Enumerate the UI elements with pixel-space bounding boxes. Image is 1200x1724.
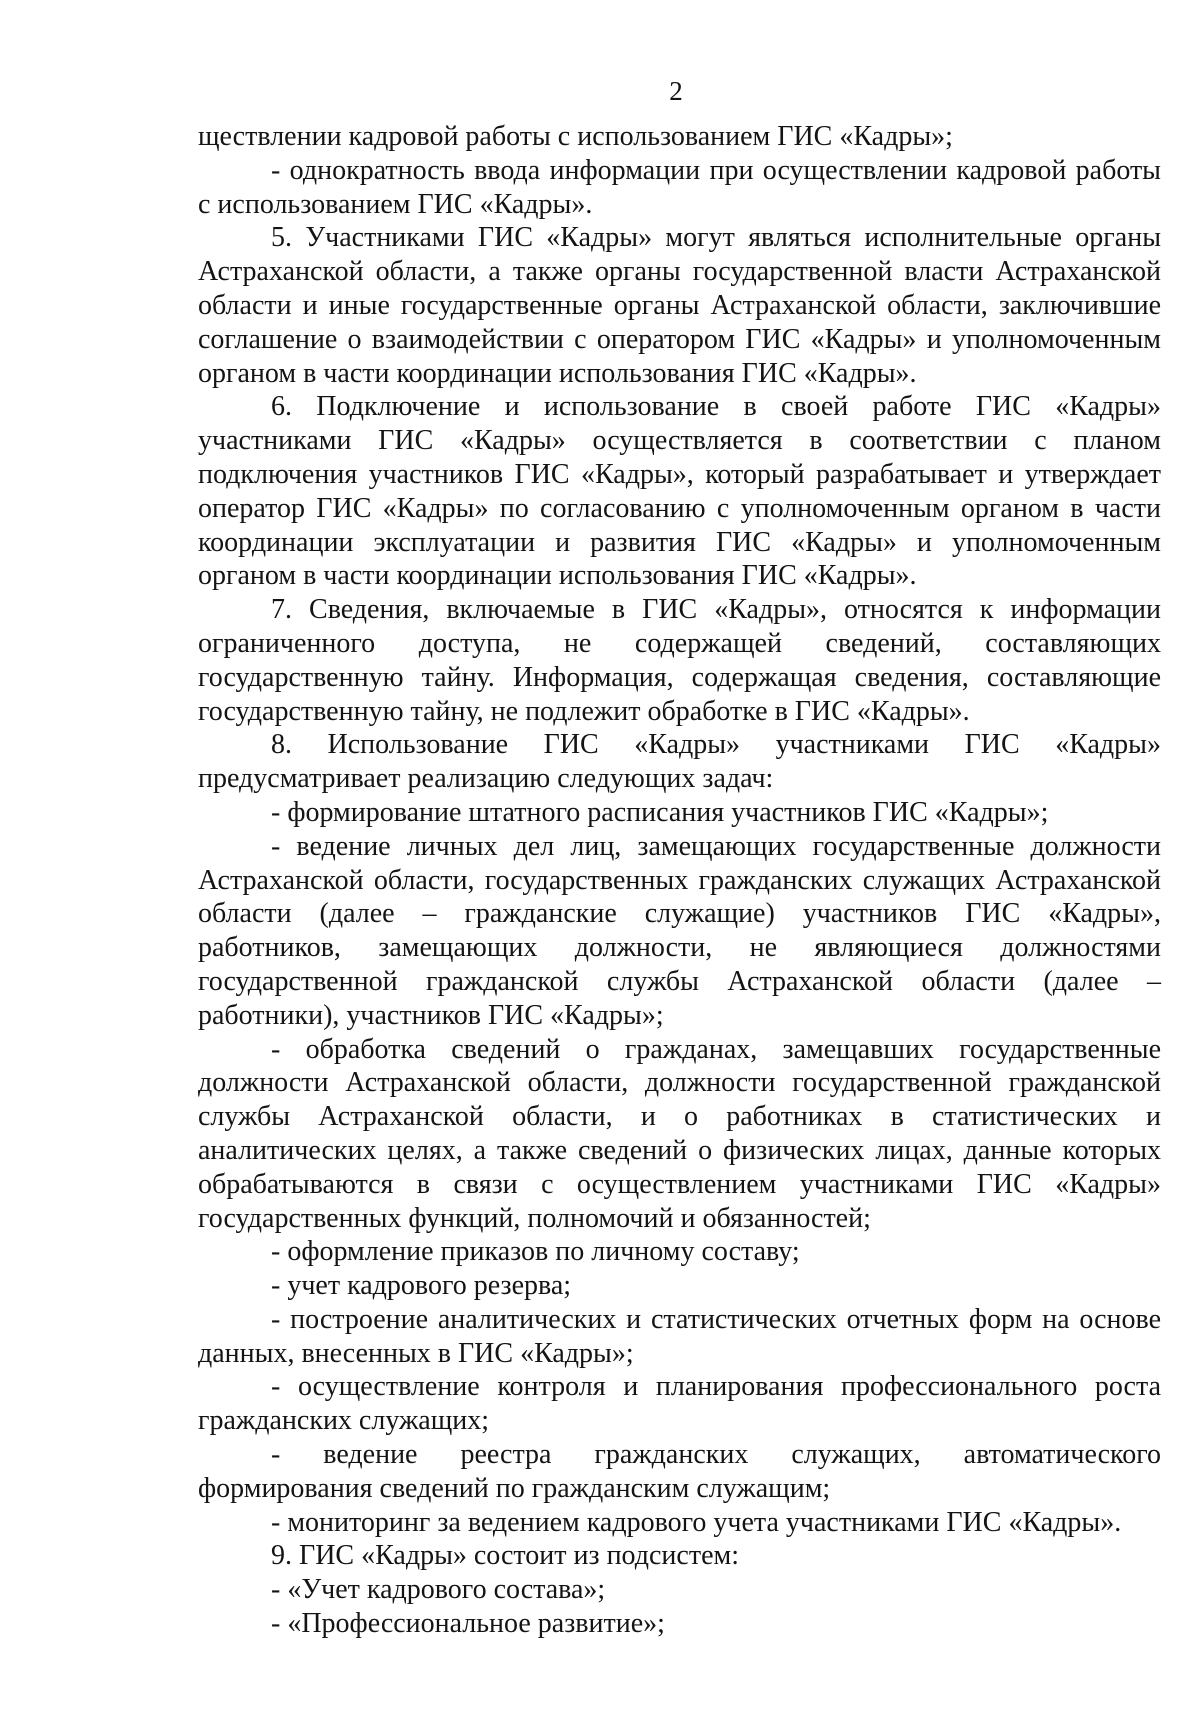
paragraph-list-item: - осуществление контроля и планирования профессионального роста гражданских служащих;: [198, 1371, 1161, 1437]
paragraph-list-item: - формирование штатного расписания участников ГИС «Кадры»;: [271, 796, 1049, 828]
paragraph-list-item: - ведение реестра гражданских служащих, автоматического формирования сведений по гражданским служащим;: [198, 1439, 1161, 1504]
paragraph-clause-7: 7. Сведения, включаемые в ГИС «Кадры», относятся к информации ограниченного доступа, не содержащей сведений, составляющих государственную тайну. Информация, содержащая сведения, составляющие государственную тайну, не подлежит обработке в ГИС «Кадры».: [198, 594, 1161, 727]
paragraph-clause-8: 8. Использование ГИС «Кадры» участниками ГИС «Кадры» предусматривает реализацию следующих задач:: [198, 729, 1161, 795]
paragraph-list-item: - однократность ввода информации при осуществлении кадровой работы с использованием ГИС «Кадры».: [198, 154, 1161, 220]
paragraph-list-item: - обработка сведений о гражданах, замещавших государственные должности Астраханской области, должности государственной гражданской службы Астраханской области, и о работниках в статистических и аналитических целях, а также сведений о физических лицах, данные которых обрабатываются в связи с осуществлением участниками ГИС «Кадры» государственных функций, полномочий и обязанностей;: [198, 1033, 1161, 1234]
paragraph-list-item: - «Учет кадрового состава»;: [271, 1574, 606, 1606]
paragraph-list-item: - оформление приказов по личному составу;: [271, 1236, 800, 1268]
paragraph-list-item: - учет кадрового резерва;: [271, 1270, 572, 1302]
paragraph-list-item: - построение аналитических и статистических отчетных форм на основе данных, внесенных в ГИС «Кадры»;: [198, 1303, 1161, 1369]
page-number: 2: [669, 76, 683, 106]
paragraph-clause-5: 5. Участниками ГИС «Кадры» могут являться исполнительные органы Астраханской области, а также органы государственной власти Астраханской области и иные государственные органы Астраханской области, заключившие соглашение о взаимодействии с оператором ГИС «Кадры» и уполномоченным органом в части координации использования ГИС «Кадры».: [198, 222, 1161, 389]
paragraph-list-item: - «Профессиональное развитие»;: [271, 1608, 665, 1640]
paragraph-list-item: - мониторинг за ведением кадрового учета участниками ГИС «Кадры».: [271, 1506, 1122, 1538]
paragraph-clause-6: 6. Подключение и использование в своей работе ГИС «Кадры» участниками ГИС «Кадры» осуществляется в соответствии с планом подключения участников ГИС «Кадры», который разрабатывает и утверждает оператор ГИС «Кадры» по согласованию с уполномоченным органом в части координации эксплуатации и развития ГИС «Кадры» и уполномоченным органом в части координации использования ГИС «Кадры».: [198, 391, 1161, 592]
paragraph-clause-9: 9. ГИС «Кадры» состоит из подсистем:: [271, 1540, 739, 1572]
paragraph-continuation: ществлении кадровой работы с использованием ГИС «Кадры»;: [198, 121, 953, 152]
document-body: [198, 120, 1161, 1641]
paragraph-list-item: - ведение личных дел лиц, замещающих государственные должности Астраханской области, государственных гражданских служащих Астраханской области (далее – гражданские служащие) участников ГИС «Кадры», работников, замещающих должности, не являющиеся должностями государственной гражданской службы Астраханской области (далее – работники), участников ГИС «Кадры»;: [198, 830, 1161, 1031]
